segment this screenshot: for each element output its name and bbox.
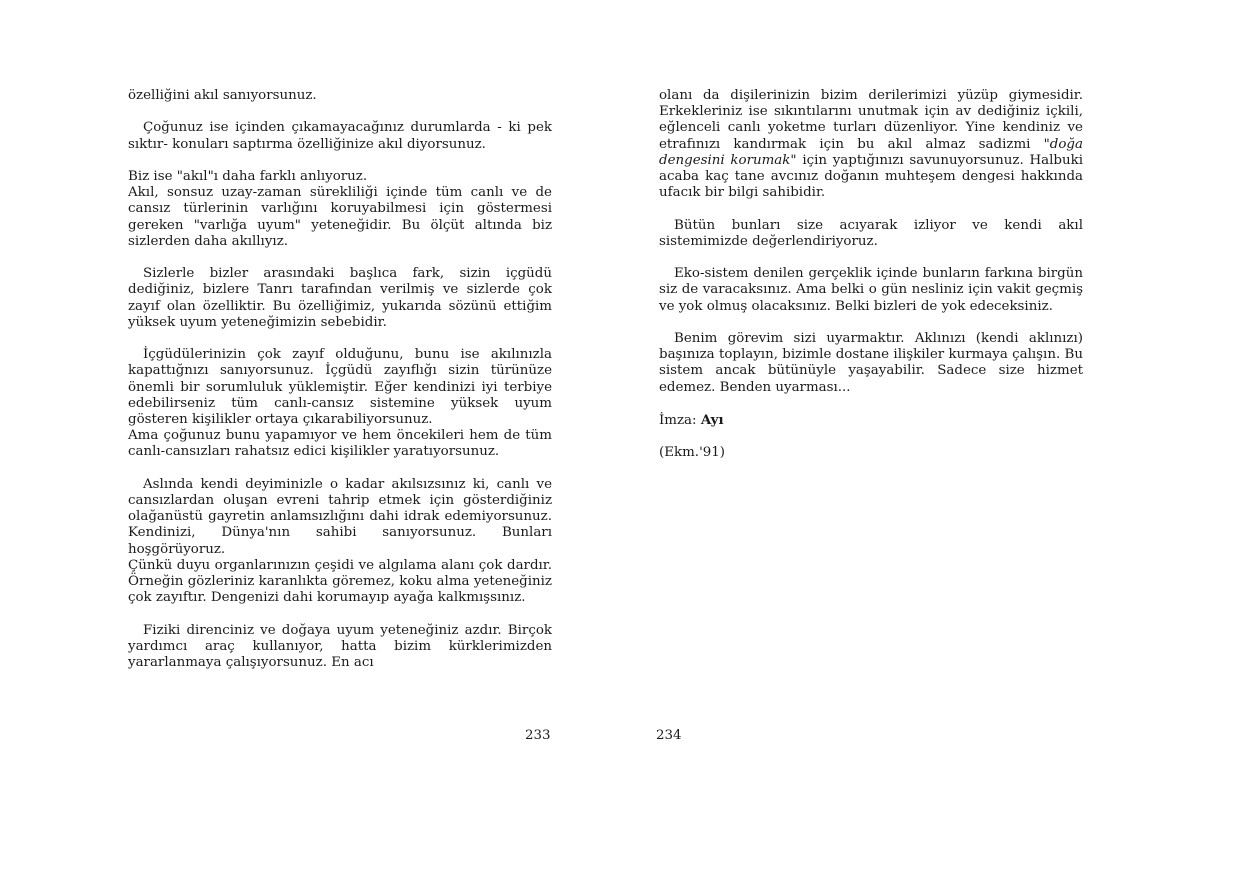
left-page-text <box>128 88 552 671</box>
page-number-left: 233 <box>525 728 551 743</box>
quoted-phrase: "doğa dengesini korumak" <box>659 136 1083 168</box>
paragraph: Aslında kendi deyiminizle o kadar akılsızsınız ki, canlı ve cansızlardan oluşan evreni tahrip etmek için gösterdiğiniz olağanüstü gayretin anlamsızlığını dahi idrak edemiyorsunuz. Kendinizi, Dünya'nın sahibi sanıyorsunuz. Bunları hoşgörüyoruz. <box>128 476 552 557</box>
paragraph: Benim görevim sizi uyarmaktır. Aklınızı (kendi aklınızı) başınıza toplayın, bizimle dostane ilişkiler kurmaya çalışın. Bu sistem ancak bütünüyle yaşayabilir. Sadece size hizmet edemez. Benden uyarması... <box>659 331 1083 395</box>
paragraph-text: olanı da dişilerinizin bizim derilerimizi yüzüp giymesidir. Erkekleriniz ise sıkıntılarını unutmak için av dediğiniz içkili, eğlenceli canlı yoketme turları düzenliyor. Yine kendiniz ve etrafınızı kandırmak için bu akıl almaz sadizmi <box>659 88 1083 152</box>
paragraph: Çünkü duyu organlarınızın çeşidi ve algılama alanı çok dardır. Örneğin gözleriniz karanlıkta göremez, koku alma yeteneğiniz çok zayıftır. Dengenizi dahi korumayıp ayağa kalkmışsınız. <box>128 557 552 606</box>
date-line: (Ekm.'91) <box>659 445 726 461</box>
right-page-text <box>659 88 1083 462</box>
signature-name: Ayı <box>700 412 724 428</box>
paragraph: Çoğunuz ise içinden çıkamayacağınız durumlarda - ki pek sıktır- konuları saptırma özelliğinize akıl diyorsunuz. <box>128 120 552 152</box>
paragraph: Ama çoğunuz bunu yapamıyor ve hem öncekileri hem de tüm canlı-cansızları rahatsız edici kişilikler yaratıyorsunuz. <box>128 428 552 460</box>
paragraph: Biz ise "akıl"ı daha farklı anlıyoruz. <box>128 168 368 184</box>
paragraph-text: için yaptığınızı savunuyorsunuz. Halbuki acaba kaç tane avcınız doğanın muhteşem dengesi hakkında ufacık bir bilgi sahibidir. <box>659 152 1084 201</box>
paragraph: Fiziki direnciniz ve doğaya uyum yeteneğiniz azdır. Birçok yardımcı araç kullanıyor, hatta bizim kürklerimizden yararlanmaya çalışıyorsunuz. En acı <box>128 622 552 671</box>
paragraph: Bütün bunları size acıyarak izliyor ve kendi akıl sistemimizde değerlendiriyoruz. <box>659 217 1083 249</box>
paragraph <box>659 88 1083 201</box>
signature-line <box>659 412 1083 429</box>
paragraph: Eko-sistem denilen gerçeklik içinde bunların farkına birgün siz de varacaksınız. Ama belki o gün nesliniz için vakit geçmiş ve yok olmuş olacaksınız. Belki bizleri de yok edeceksiniz. <box>659 266 1083 314</box>
paragraph: İçgüdülerinizin çok zayıf olduğunu, bunu ise akılınızla kapattığnızı sanıyorsunuz. İçgüdü zayıflığı sizin türünüze önemli bir sorumluluk yüklemiştir. Eğer kendinizi iyi terbiye edebilirseniz tüm canlı-cansız sistemine yüksek uyum gösteren kişilikler ortaya çıkarabiliyorsunuz. <box>128 347 552 427</box>
paragraph: özelliğini akıl sanıyorsunuz. <box>128 88 317 103</box>
signature-label: İmza: <box>659 413 697 428</box>
paragraph: Sizlerle bizler arasındaki başlıca fark, sizin içgüdü dediğiniz, bizlere Tanrı tarafından verilmiş ve sizlerde çok zayıf olan özelliktir. Bu özelliğimiz, yukarıda sözünü ettiğim yüksek uyum yeteneğimizin sebebidir. <box>128 266 552 330</box>
paragraph: Akıl, sonsuz uzay-zaman sürekliliği içinde tüm canlı ve de cansız türlerinin varlığını koruyabilmesi için göstermesi gereken "varlığa uyum" yeteneğidir. Bu ölçüt altında biz sizlerden daha akıllıyız. <box>128 185 552 249</box>
page-number-right: 234 <box>656 728 682 743</box>
